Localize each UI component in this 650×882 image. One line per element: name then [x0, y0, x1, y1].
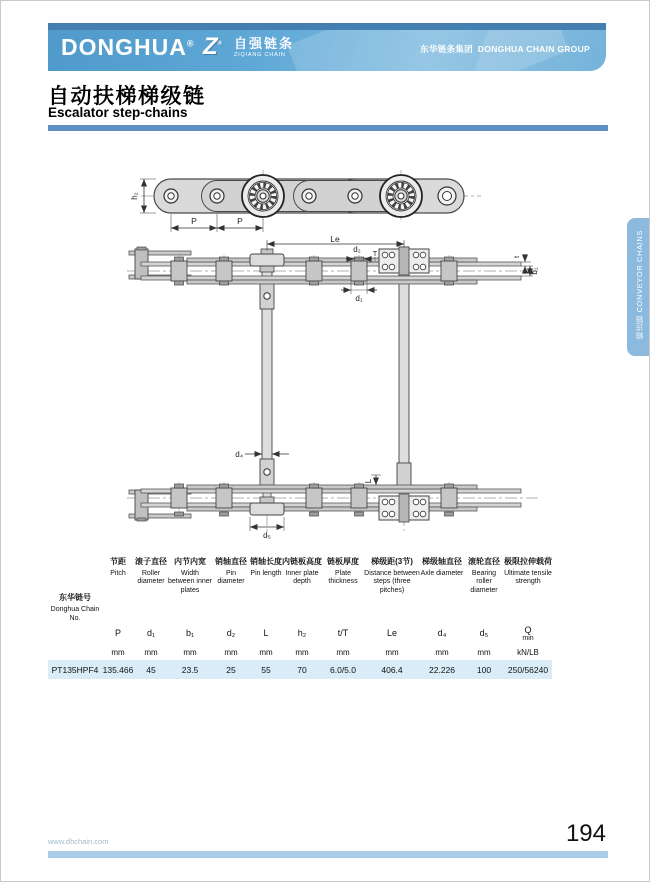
spec-table — [48, 557, 552, 679]
tab-label-cn: 输送链 — [634, 315, 644, 340]
col-pin-dia-header: 销轴直径 Pin diameter — [215, 557, 247, 586]
sym-inner-width: b₁ — [185, 628, 195, 638]
cell-step-distance: 406.4 — [364, 660, 420, 679]
table-symbol-row — [48, 621, 552, 645]
dim-l — [364, 475, 381, 485]
unit-cell: mm — [477, 648, 491, 657]
assembly-svg — [127, 235, 539, 555]
dim-b1-label: b₁ — [530, 267, 539, 275]
unit-cell: mm — [295, 648, 309, 657]
unit-cell: mm — [385, 648, 399, 657]
unit-cell: mm — [336, 648, 350, 657]
unit-cell: mm — [259, 648, 273, 657]
dim-d4-label: d₄ — [235, 450, 243, 459]
brand-name: DONGHUA — [61, 34, 187, 60]
tab-label-en: CONVEYOR CHAINS — [634, 230, 644, 313]
sym-q: Q — [524, 624, 532, 635]
z-glyph: Z — [203, 33, 218, 60]
sym-pitch: P — [114, 628, 121, 638]
chain-no-en: Donghua Chain No. — [50, 606, 100, 622]
col-tensile-header: 极限拉伸载荷 Ultimate tensile strength — [504, 557, 552, 586]
dim-le-label: Le — [330, 235, 340, 244]
ball-bearing-top — [379, 247, 429, 275]
bearing-roller — [242, 175, 284, 217]
tab-label — [634, 230, 645, 343]
unit-cell: kN/LB — [517, 648, 539, 657]
cell-bearing-roller: 100 — [464, 660, 504, 679]
dim-p1-label: P — [191, 216, 197, 226]
dim-d1-label: d₁ — [355, 294, 363, 303]
col-plate-depth-header: 内链板高度 Inner plate depth — [282, 557, 322, 586]
banner-top-strip — [48, 23, 606, 30]
ziqiang-cn: 自强链条 — [234, 36, 295, 51]
col-axle-dia-header: 梯级轴直径 Axle diameter — [420, 557, 464, 577]
title-divider — [48, 125, 608, 131]
sym-q-min: min — [522, 634, 534, 642]
unit-cell: mm — [183, 648, 197, 657]
bearing-roller-bottom — [250, 497, 284, 515]
col-pin-length-header: 销轴长度 Pin length — [250, 557, 282, 577]
sym-plate-depth: h₂ — [297, 628, 307, 638]
col-inner-width-header: 内节内宽 Width between inner plates — [168, 557, 212, 595]
col-chain-no-header — [48, 557, 102, 660]
tab-conveyor-chains[interactable] — [627, 218, 650, 356]
page-number: 194 — [565, 820, 606, 847]
col-plate-thickness-header: 链板厚度 Plate thickness — [327, 557, 359, 586]
group-name-en: DONGHUA CHAIN GROUP — [477, 44, 590, 54]
cell-tensile: 250/56240 — [504, 660, 552, 679]
sym-roller-dia: d₁ — [146, 628, 156, 638]
group-name-cn: 东华链条集团 — [420, 44, 473, 54]
z-logo-icon — [203, 35, 222, 59]
cell-pin-dia: 25 — [212, 660, 250, 679]
col-pitch-header: 节距 Pitch — [110, 557, 126, 577]
ball-bearing-bottom — [379, 494, 429, 522]
page-title-en: Escalator step-chains — [48, 105, 188, 120]
ziqiang-en: ZIQIANG CHAIN — [234, 52, 286, 59]
sym-step-distance: Le — [386, 628, 397, 638]
dim-t-lower-label: t — [512, 255, 521, 259]
top-chain-plan — [129, 247, 521, 285]
dim-p — [171, 214, 263, 232]
brand-logo — [61, 36, 194, 59]
bearing-roller-top — [250, 254, 284, 272]
unit-cell: mm — [224, 648, 238, 657]
cell-plate-thickness: 6.0/5.0 — [322, 660, 364, 679]
dim-h2-label: h₂ — [130, 192, 139, 200]
table-unit-row — [48, 645, 552, 660]
dim-t-upper-label: T — [372, 251, 378, 258]
cell-inner-width: 23.5 — [168, 660, 212, 679]
cell-axle-dia: 22.226 — [420, 660, 464, 679]
table-data-row — [48, 660, 552, 679]
page-title-cn: 自动扶梯梯级链 — [48, 85, 206, 108]
dim-d5-label: d₅ — [263, 531, 271, 540]
side-view-drawing — [129, 163, 489, 241]
sym-pin-length: L — [263, 628, 269, 638]
sym-tensile — [504, 621, 552, 645]
sym-plate-thickness: t/T — [337, 628, 349, 638]
step-axle-left — [260, 249, 274, 503]
cell-pin-length: 55 — [250, 660, 282, 679]
sym-bearing-roller: d₅ — [479, 628, 489, 638]
col-step-distance-header: 梯级距(3节) Distance between steps (three pitches) — [364, 557, 420, 595]
ziqiang-logo — [234, 37, 294, 58]
sym-pin-dia: d₂ — [226, 628, 236, 638]
cell-plate-depth: 70 — [282, 660, 322, 679]
table-header-row — [48, 557, 552, 621]
unit-cell: mm — [111, 648, 125, 657]
chain-no-cn: 东华链号 — [59, 593, 91, 603]
col-bearing-roller-header: 滚轮直径 Bearing roller diameter — [468, 557, 500, 595]
sym-axle-dia: d₄ — [437, 628, 447, 638]
header-banner — [48, 23, 606, 71]
bottom-chain-plan — [129, 484, 521, 522]
side-view-svg — [129, 163, 489, 241]
dim-d2-label: d₂ — [353, 245, 361, 254]
dim-p2-label: P — [237, 216, 243, 226]
group-name — [420, 43, 590, 55]
website-link[interactable]: www.dhchain.com — [48, 837, 109, 846]
cell-pitch: 135.466 — [102, 660, 134, 679]
col-roller-dia-header: 滚子直径 Roller diameter — [135, 557, 167, 586]
registered-mark: ® — [186, 38, 195, 49]
bearing-roller — [380, 175, 422, 217]
unit-cell: mm — [144, 648, 158, 657]
cell-chain-no: PT135HPF4 — [48, 660, 102, 679]
registered-mark: ® — [217, 41, 223, 47]
footer-bar — [48, 851, 608, 858]
assembly-drawing — [127, 235, 539, 555]
cell-roller-dia: 45 — [134, 660, 168, 679]
unit-cell: mm — [435, 648, 449, 657]
dim-l-label: L — [364, 478, 373, 484]
